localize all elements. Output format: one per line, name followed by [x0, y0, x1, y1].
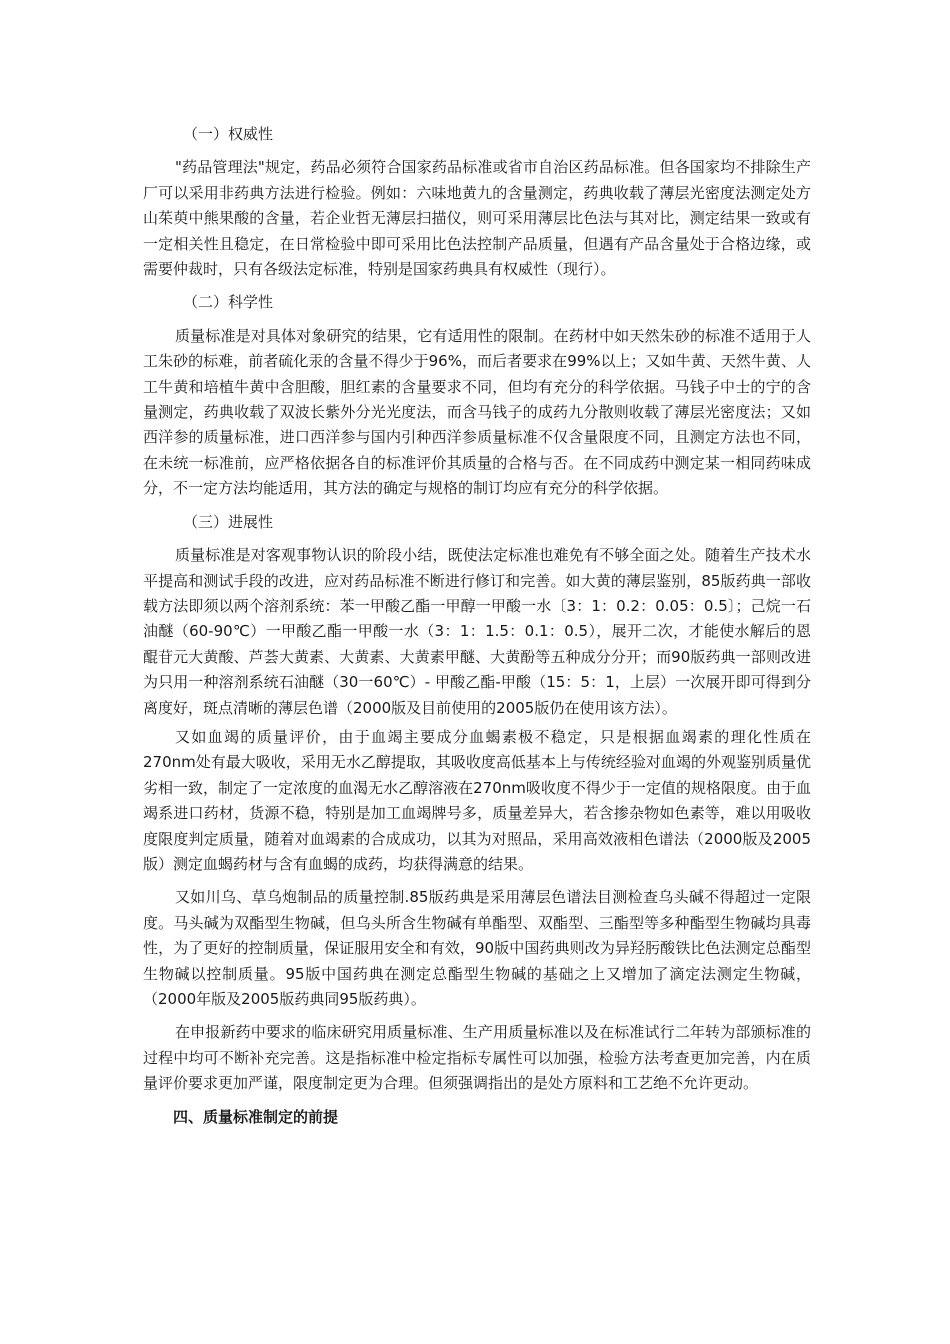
paragraph-authority: "药品管理法"规定，药品必须符合国家药品标准或省市自治区药品标准。但各国家均不排除生产厂可以采用非药典方法进行检验。例如：六味地黄九的含量测定，药典收载了薄层光密度法测定处方山茱萸中熊果酸的含量，若企业哲无薄层扫描仪，则可采用薄层比色法与其对比，测定结果一致或有一定相关性且稳定，在日常检验中即可采用比色法控制产品质量，但遇有产品含量处于合格边缘，或需要仲裁时，只有各级法定标准，特别是国家药典具有权威性（现行）。 [143, 158, 811, 279]
section-title-authority: （一）权威性 [183, 125, 274, 143]
section-title-progressive: （三）进展性 [183, 512, 274, 531]
section-title-scientific: （二）科学性 [183, 293, 274, 312]
paragraph-progressive-dragons-blood: 又如血竭的质量评价，由于血竭主要成分血蝎素极不稳定，只是根据血竭素的理化性质在270nm处有最大吸收，采用无水乙醇提取，其吸收度高低基本上与传统经验对血竭的外观鉴别质量优劣相一致，制定了一定浓度的血渴无水乙醇溶液在270nm吸收度不得少于一定值的规格限度。由于血竭系进口药材，货源不稳，特别是加工血竭牌号多，质量差异大，若含掺杂物如色素等，难以用吸收度限度判定质量，随着对血竭素的合成成功，以其为对照品，采用高效液相色谱法（2000版及2005版）测定血蝎药材与含有血蝎的成药，均获得满意的结果。 [143, 727, 811, 873]
paragraph-progressive-aconite: 又如川乌、草乌炮制品的质量控制.85版药典是采用薄层色谱法目测检查乌头碱不得超过一定限度。马头碱为双酯型生物碱，但乌头所含生物碱有单酯型、双酯型、三酯型等多种酯型生物碱均具毒性，为了更好的控制质量，保证服用安全和有效，90版中国药典则改为异羟肟酸铁比色法测定总酯型生物碱以控制质量。95版中国药典在测定总酯型生物碱的基础之上又增加了滴定法测定生物碱，（2000年版及2005版药典同95版药典）。 [143, 888, 811, 1008]
paragraph-progressive-rhubarb: 质量标准是对客观事物认识的阶段小结，既使法定标准也难免有不够全面之处。随着生产技术水平提高和测试手段的改进，应对药品标准不断进行修订和完善。如大黄的薄层鉴别，85版药典一部收载方法即须以两个溶剂系统：苯一甲酸乙酯一甲醇一甲酸一水〔3：1：0.2：0.05：0.5〕；己烷一石油醚（60-90℃）一甲酸乙酯一甲酸一水（3：1：1.5：0.1：0.5），展开二次，才能使水解后的恩醌苷元大黄酸、芦荟大黄素、大黄素、大黄素甲醚、大黄酚等五种成分分开；而90版药典一部则改进为只用一种溶剂系统石油醚（30一60℃）- 甲酸乙酯-甲酸（15：5：1，上层）一次展开即可得到分离度好，斑点清晰的薄层色谱（2000版及目前使用的2005版仍在使用该方法）。 [143, 546, 811, 717]
paragraph-progressive-new-drugs: 在申报新药中要求的临床研究用质量标准、生产用质量标准以及在标准试行二年转为部颁标准的过程中均可不断补充完善。这是指标准中检定指标专属性可以加强，检验方法考查更加完善，内在质量评价要求更加严谨，限度制定更为合理。但须强调指出的是处方原料和工艺绝不允许更动。 [143, 1023, 811, 1093]
document-page [143, 120, 811, 1130]
chapter-heading-four: 四、质量标准制定的前提 [173, 1107, 339, 1126]
paragraph-scientific: 质量标准是对具体对象研究的结果，它有适用性的限制。在药材中如天然朱砂的标准不适用于人工朱砂的标难，前者硫化汞的含量不得少于96%，而后者要求在99%以上；又如牛黄、天然牛黄、人工牛黄和培植牛黄中含胆酸，胆红素的含量要求不同，但均有充分的科学依据。马钱子中士的宁的含量测定，药典收载了双波长紫外分光光度法，而含马钱子的成药九分散则收载了薄层光密度法；又如西洋参的质量标准，进口西洋参与国内引种西洋参质量标准不仅含量限度不同，且测定方法也不同，在未统一标准前，应严格依据各自的标准评价其质量的合格与否。在不同成药中测定某一相同药味成分，不一定方法均能适用，其方法的确定与规格的制订均应有充分的科学依据。 [143, 326, 811, 498]
